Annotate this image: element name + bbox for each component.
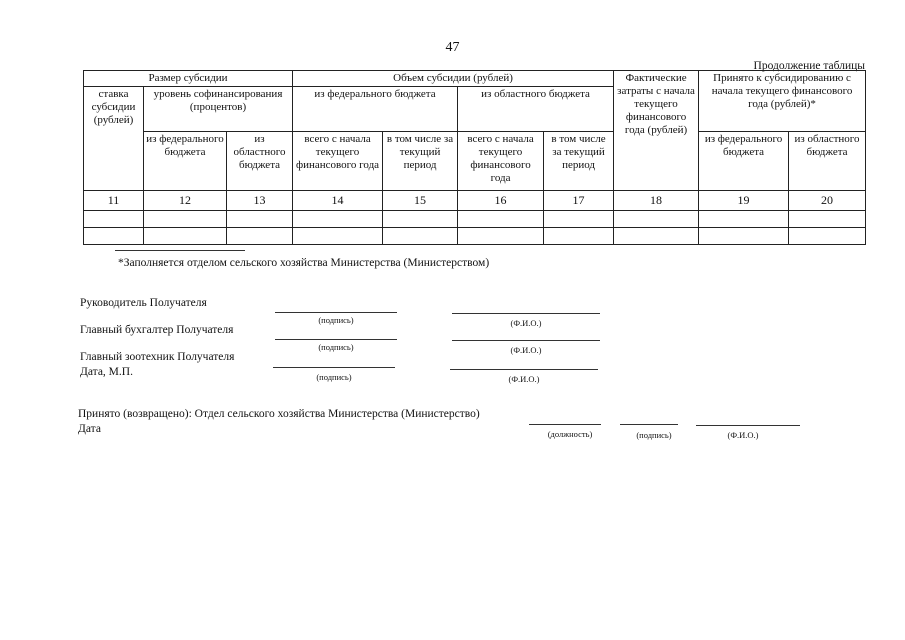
footnote-separator: [115, 250, 245, 251]
page-number: 47: [445, 40, 460, 55]
header-fed-total: всего с начала текущего финансового года: [293, 132, 383, 191]
table-cell: [383, 211, 458, 228]
table-continuation-label: Продолжение таблицы: [753, 60, 865, 72]
table-cell: [227, 228, 293, 245]
header-volume: Объем субсидии (рублей): [293, 71, 614, 87]
table-cell: [293, 228, 383, 245]
fio-line: [452, 313, 600, 314]
caption-fio: (Ф.И.О.): [508, 374, 540, 384]
accepted-text: Принято (возвращено): Отдел сельского хозяйства Министерства (Министерство): [78, 408, 480, 420]
header-reg-total: всего с начала текущего финансового года: [458, 132, 544, 191]
table-cell: [789, 228, 866, 245]
table-row: [84, 228, 866, 245]
header-accepted-federal: из федерального бюджета: [699, 132, 789, 191]
table-cell: [544, 211, 614, 228]
table-cell: [144, 228, 227, 245]
fio-line: [452, 340, 600, 341]
header-actual-costs: Фактические затраты с начала текущего финансового года (рублей): [614, 71, 699, 191]
signature-line: [275, 339, 397, 340]
column-number: 18: [614, 191, 699, 211]
signature-line: [275, 312, 397, 313]
column-number: 13: [227, 191, 293, 211]
table-cell: [789, 211, 866, 228]
header-cofin-regional: из областного бюджета: [227, 132, 293, 191]
footnote: *Заполняется отделом сельского хозяйства Министерства (Министерством): [118, 257, 490, 269]
column-numbers-row: [84, 191, 866, 211]
table-cell: [293, 211, 383, 228]
column-number: 14: [293, 191, 383, 211]
header-reg-period: в том числе за текущий период: [544, 132, 614, 191]
table-cell: [614, 228, 699, 245]
table-cell: [458, 228, 544, 245]
caption-signature: (подпись): [318, 342, 354, 352]
table-cell: [383, 228, 458, 245]
label-date-stamp: Дата, М.П.: [80, 366, 133, 378]
table-cell: [544, 228, 614, 245]
column-number: 19: [699, 191, 789, 211]
fio-line: [696, 425, 800, 426]
header-accepted: Принято к субсидированию с начала текущего финансового года (рублей)*: [699, 71, 866, 132]
table-cell: [144, 211, 227, 228]
header-rate: ставка субсидии (рублей): [84, 87, 144, 191]
label-head: Руководитель Получателя: [80, 297, 207, 309]
caption-fio: (Ф.И.О.): [510, 345, 542, 355]
header-fed-period: в том числе за текущий период: [383, 132, 458, 191]
column-number: 17: [544, 191, 614, 211]
column-number: 11: [84, 191, 144, 211]
caption-fio: (Ф.И.О.): [727, 430, 759, 440]
column-number: 12: [144, 191, 227, 211]
header-accepted-regional: из областного бюджета: [789, 132, 866, 191]
signature-line: [273, 367, 395, 368]
table-cell: [614, 211, 699, 228]
fio-line: [450, 369, 598, 370]
table-cell: [458, 211, 544, 228]
label-zootechnician: Главный зоотехник Получателя: [80, 351, 235, 363]
table-cell: [699, 228, 789, 245]
header-volume-federal: из федерального бюджета: [293, 87, 458, 132]
caption-fio: (Ф.И.О.): [510, 318, 542, 328]
table-cell: [699, 211, 789, 228]
accepted-date-label: Дата: [78, 423, 101, 435]
header-row-3: [84, 132, 866, 191]
signature-line: [620, 424, 678, 425]
subsidy-table: [83, 70, 866, 245]
header-cofin-federal: из федерального бюджета: [144, 132, 227, 191]
header-volume-regional: из областного бюджета: [458, 87, 614, 132]
position-line: [529, 424, 601, 425]
table-cell: [84, 211, 144, 228]
table-cell: [84, 228, 144, 245]
header-cofinancing: уровень софинансирования (процентов): [144, 87, 293, 132]
column-number: 15: [383, 191, 458, 211]
table-cell: [227, 211, 293, 228]
caption-position: (должность): [547, 429, 593, 439]
caption-signature: (подпись): [316, 372, 352, 382]
column-number: 20: [789, 191, 866, 211]
header-size: Размер субсидии: [84, 71, 293, 87]
header-row-1: [84, 71, 866, 87]
label-accountant: Главный бухгалтер Получателя: [80, 324, 234, 336]
column-number: 16: [458, 191, 544, 211]
caption-signature: (подпись): [636, 430, 672, 440]
table-row: [84, 211, 866, 228]
caption-signature: (подпись): [318, 315, 354, 325]
